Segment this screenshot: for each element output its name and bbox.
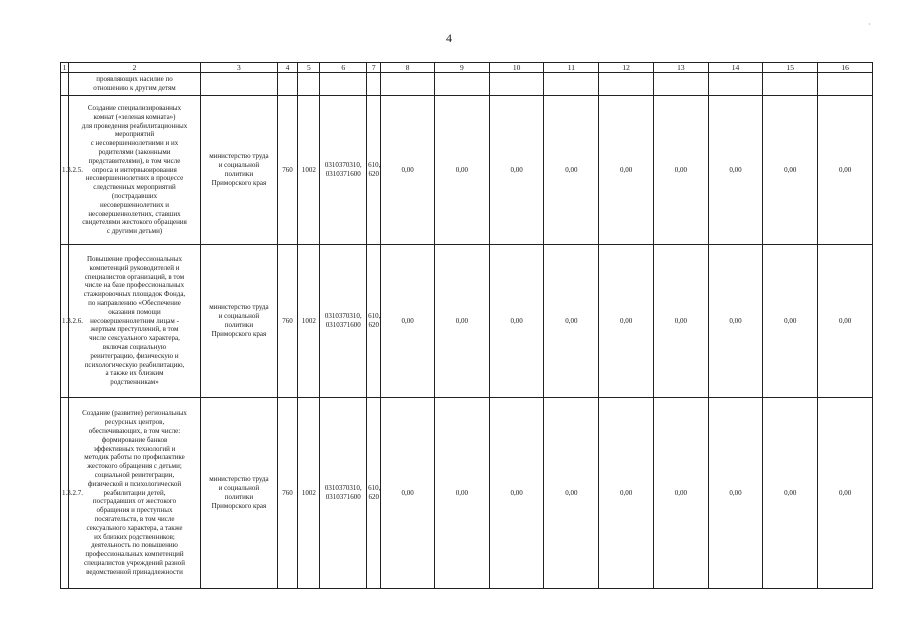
kvr-code: 610, 620 <box>367 398 381 589</box>
amount-cell: 0,00 <box>708 96 763 245</box>
empty-cell <box>200 73 277 96</box>
kvr-code: 610, 620 <box>367 245 381 398</box>
header-cell-3: 3 <box>200 63 277 73</box>
amount-cell: 0,00 <box>818 398 873 589</box>
amount-cell: 0,00 <box>544 96 599 245</box>
amount-cell: 0,00 <box>599 245 654 398</box>
rzpr-code: 1002 <box>298 398 320 589</box>
measure-description: Повышение профессиональных компетенций руководителей и специалистов организаций, в том числе на базе профессиональных стажировочных площадок Фонда, по направлению «Обеспечение оказания помощи несовершеннолетним лицам - жертвам преступлений, в том числе сексуального характера, включая социальную реинтеграцию, физическую и психологическую реабилитацию, а также их близким родственникам» <box>69 245 201 398</box>
empty-cell <box>298 73 320 96</box>
grbs-code: 760 <box>277 245 297 398</box>
empty-cell <box>544 73 599 96</box>
amount-cell: 0,00 <box>435 398 490 589</box>
amount-cell: 0,00 <box>708 245 763 398</box>
amount-cell: 0,00 <box>818 245 873 398</box>
grbs-code: 760 <box>277 398 297 589</box>
amount-cell: 0,00 <box>763 96 818 245</box>
amount-cell: 0,00 <box>763 398 818 589</box>
amount-cell: 0,00 <box>544 398 599 589</box>
grbs-code: 760 <box>277 96 297 245</box>
amount-cell: 0,00 <box>763 245 818 398</box>
rzpr-code: 1002 <box>298 96 320 245</box>
responsible-agency: министерство труда и социальной политики Приморского края <box>200 96 277 245</box>
header-cell-14: 14 <box>708 63 763 73</box>
header-cell-1: 1 <box>61 63 69 73</box>
empty-cell <box>818 73 873 96</box>
kvr-code: 610, 620 <box>367 96 381 245</box>
continuation-row <box>61 73 873 96</box>
header-cell-6: 6 <box>320 63 367 73</box>
budget-table <box>60 62 873 589</box>
page-number: 4 <box>446 31 452 45</box>
empty-cell <box>367 73 381 96</box>
amount-cell: 0,00 <box>435 96 490 245</box>
header-cell-15: 15 <box>763 63 818 73</box>
row-number: 1.3.2.7. <box>61 398 69 589</box>
amount-cell: 0,00 <box>653 245 708 398</box>
continuation-description: проявляющих насилие по отношению к другим детям <box>69 73 201 96</box>
kcsr-code: 0310370310, 0310371600 <box>320 398 367 589</box>
row-number: 1.3.2.6. <box>61 245 69 398</box>
header-cell-9: 9 <box>435 63 490 73</box>
header-cell-11: 11 <box>544 63 599 73</box>
empty-cell <box>381 73 435 96</box>
continuation-num-cell <box>61 73 69 96</box>
amount-cell: 0,00 <box>708 398 763 589</box>
empty-cell <box>320 73 367 96</box>
amount-cell: 0,00 <box>653 96 708 245</box>
amount-cell: 0,00 <box>381 96 435 245</box>
empty-cell <box>489 73 544 96</box>
amount-cell: 0,00 <box>544 245 599 398</box>
amount-cell: 0,00 <box>818 96 873 245</box>
empty-cell <box>435 73 490 96</box>
header-cell-7: 7 <box>367 63 381 73</box>
amount-cell: 0,00 <box>489 96 544 245</box>
amount-cell: 0,00 <box>599 398 654 589</box>
amount-cell: 0,00 <box>435 245 490 398</box>
kcsr-code: 0310370310, 0310371600 <box>320 245 367 398</box>
header-cell-12: 12 <box>599 63 654 73</box>
amount-cell: 0,00 <box>489 245 544 398</box>
header-row <box>61 63 873 73</box>
empty-cell <box>653 73 708 96</box>
header-cell-10: 10 <box>489 63 544 73</box>
table-row <box>61 245 873 398</box>
table-row <box>61 398 873 589</box>
amount-cell: 0,00 <box>489 398 544 589</box>
header-cell-16: 16 <box>818 63 873 73</box>
amount-cell: 0,00 <box>653 398 708 589</box>
header-cell-4: 4 <box>277 63 297 73</box>
amount-cell: 0,00 <box>381 398 435 589</box>
header-cell-5: 5 <box>298 63 320 73</box>
header-cell-2: 2 <box>69 63 201 73</box>
responsible-agency: министерство труда и социальной политики Приморского края <box>200 245 277 398</box>
amount-cell: 0,00 <box>599 96 654 245</box>
amount-cell: 0,00 <box>381 245 435 398</box>
measure-description: Создание специализированных комнат («зеленая комната») для проведения реабилитационных мероприятий с несовершеннолетними и их родителями (законными представителями), в том числе опроса и интервьюирования несовершеннолетних в процессе следственных мероприятий (пострадавших несовершеннолетних и несовершеннолетних, ставших свидетелями жестокого обращения с другими детьми) <box>69 96 201 245</box>
row-number: 1.3.2.5. <box>61 96 69 245</box>
empty-cell <box>708 73 763 96</box>
header-cell-8: 8 <box>381 63 435 73</box>
measure-description: Создание (развитие) региональных ресурсных центров, обеспечивающих, в том числе: формирование банков эффективных технологий и методик работы по профилактике жестокого обращения с детьми; социальной реинтеграции, физической и психологической реабилитации детей, пострадавших от жестокого обращения и преступных посягательств, в том числе сексуального характера, а также их близких родственников; деятельность по повышению профессиональных компетенций специалистов учреждений разной ведомственной принадлежности <box>69 398 201 589</box>
empty-cell <box>763 73 818 96</box>
rzpr-code: 1002 <box>298 245 320 398</box>
kcsr-code: 0310370310, 0310371600 <box>320 96 367 245</box>
header-cell-13: 13 <box>653 63 708 73</box>
responsible-agency: министерство труда и социальной политики Приморского края <box>200 398 277 589</box>
empty-cell <box>599 73 654 96</box>
table-row <box>61 96 873 245</box>
empty-cell <box>277 73 297 96</box>
corner-mark: · <box>868 20 871 29</box>
